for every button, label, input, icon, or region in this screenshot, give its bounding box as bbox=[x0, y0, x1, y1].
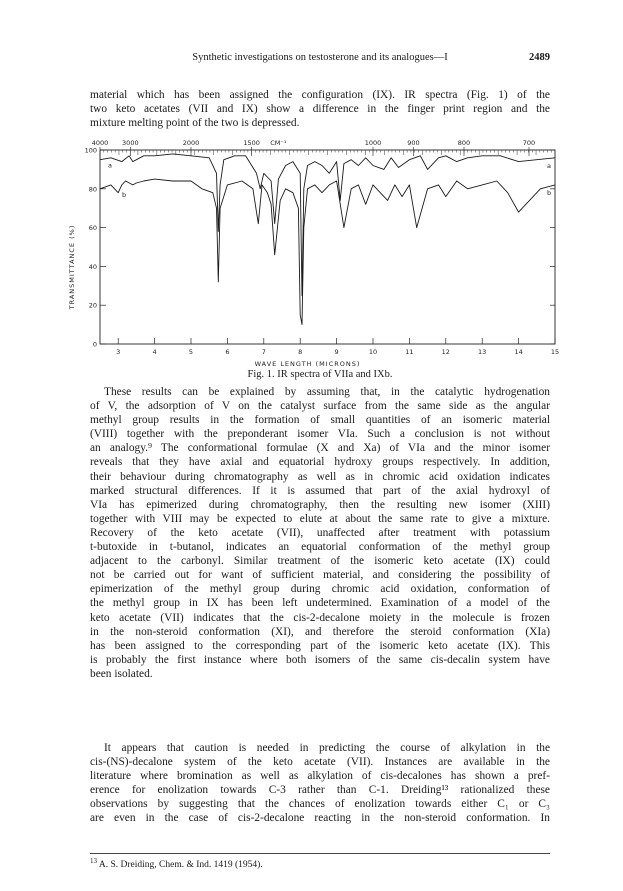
series-line-b bbox=[100, 179, 555, 325]
running-head-title: Synthetic investigations on testosterone and its analogues—I bbox=[192, 52, 448, 63]
x-tick-label: 4 bbox=[152, 348, 157, 356]
text-line: literature where bromination as well as alkylation of cis-decalones has shown a pref- bbox=[90, 770, 550, 783]
text-line: keto acetate (VII) indicates that the cis-2-decalone moiety in the molecule is frozen bbox=[90, 611, 550, 624]
top-tick-label: 800 bbox=[457, 139, 471, 147]
text-line: mixture melting point of the two is depressed. bbox=[90, 117, 300, 130]
x-tick-label: 12 bbox=[441, 348, 450, 356]
text-line: is probably the first instance where both isomers of the same cis-decalin system have bbox=[90, 653, 550, 666]
y-tick-label: 40 bbox=[88, 262, 97, 271]
text-line: methyl group results in the formation of small quantities of an isomeric material bbox=[90, 414, 550, 427]
text-line: in the non-steroid conformation (XI), and therefore the steroid conformation (XIa) bbox=[90, 625, 550, 638]
text-line: together with VIII may be expected to elute at about the same rate to give a mixture. bbox=[90, 512, 550, 525]
y-axis-label: TRANSMITTANCE (%) bbox=[68, 224, 76, 310]
y-tick-label: 0 bbox=[92, 340, 97, 349]
y-tick-label: 100 bbox=[84, 146, 97, 155]
y-tick-label: 20 bbox=[88, 301, 97, 310]
footnote bbox=[90, 853, 550, 870]
paragraph-discussion bbox=[90, 385, 550, 681]
top-tick-label: 700 bbox=[522, 139, 536, 147]
paragraph-alkylation bbox=[90, 741, 550, 826]
x-tick-label: 13 bbox=[478, 348, 487, 356]
text-line: an analogy.⁹ The conformational formulae (X and Xa) of VIa and the minor isomer bbox=[90, 442, 550, 455]
footnote-text: A. S. Dreiding, Chem. & Ind. 1419 (1954). bbox=[98, 860, 263, 871]
text-line: cis-(NS)-decalone system of the keto acetate (VII). Instances are available in the bbox=[90, 756, 550, 769]
text-line: their behaviour during chromatography as well as in chromic acid oxidation indicates bbox=[90, 470, 550, 483]
x-tick-label: 11 bbox=[405, 348, 414, 356]
text-line: not be carried out for want of sufficient material, and considering the possibility of bbox=[90, 569, 550, 582]
text-line: t-butoxide in t-butanol, indicates an equatorial conformation of the methyl group bbox=[90, 541, 550, 554]
x-axis-label: WAVE LENGTH (MICRONS) bbox=[254, 360, 361, 368]
series-label-b-left: b bbox=[122, 190, 127, 199]
series-line-a bbox=[100, 154, 555, 296]
text-line: erence for enolization towards C-3 rather than C-1. Dreiding¹³ rationalized these bbox=[90, 784, 550, 797]
x-tick-label: 10 bbox=[368, 348, 378, 356]
y-tick-label: 60 bbox=[88, 224, 97, 233]
running-head bbox=[90, 52, 550, 68]
x-tick-label: 3 bbox=[116, 348, 121, 356]
top-tick-label: 4000 bbox=[91, 139, 109, 147]
series-label-a-right: a bbox=[547, 161, 551, 170]
text-line: material which has been assigned the configuration (IX). IR spectra (Fig. 1) of the bbox=[90, 89, 550, 101]
y-tick-label: 80 bbox=[88, 185, 97, 194]
text-line: Recovery of the keto acetate (VII), unaffected after treatment with potassium bbox=[90, 526, 550, 539]
paragraph-intro bbox=[90, 88, 550, 130]
text-line: observations by suggesting that the chances of enolization towards either C₁ or C₃ bbox=[90, 798, 550, 811]
text-line: These results can be explained by assuming that, in the catalytic hydrogenation bbox=[104, 386, 550, 398]
top-axis-label: CM⁻¹ bbox=[270, 139, 287, 147]
x-tick-label: 14 bbox=[514, 348, 523, 356]
text-line: been isolated. bbox=[90, 667, 153, 680]
top-tick-label: 1000 bbox=[364, 139, 382, 147]
page-number: 2489 bbox=[529, 52, 550, 63]
footnote-number: 13 bbox=[90, 857, 97, 865]
top-tick-label: 900 bbox=[407, 139, 420, 147]
text-line: adjacent to the carbonyl. Similar treatment of the isomeric keto acetate (IX) could bbox=[90, 555, 550, 568]
text-line: epimerization of the methyl group during chromic acid oxidation, conformation of bbox=[90, 583, 550, 596]
x-tick-label: 5 bbox=[188, 348, 194, 356]
text-line: (VIII) together with the preponderant isomer VIa. Such a conclusion is not without bbox=[90, 428, 550, 441]
plot-frame bbox=[100, 150, 555, 344]
x-tick-label: 8 bbox=[298, 348, 303, 356]
figure-caption: Fig. 1. IR spectra of VIIa and IXb. bbox=[247, 369, 393, 380]
top-tick-label: 2000 bbox=[182, 139, 200, 147]
text-line: It appears that caution is needed in predicting the course of alkylation in the bbox=[104, 742, 550, 754]
x-tick-label: 15 bbox=[550, 348, 560, 356]
series-label-a-left: a bbox=[108, 161, 112, 170]
text-line: VIa has epimerized during chromatography, then the resulting new isomer (XIII) bbox=[90, 498, 550, 511]
text-line: of V, the adsorption of V on the catalyst surface from the same side as the angular bbox=[90, 400, 550, 413]
x-tick-label: 6 bbox=[225, 348, 230, 356]
text-line: reveals that they have axial and equatorial hydroxy groups respectively. In addition, bbox=[90, 456, 550, 469]
text-line: are even in the case of cis-2-decalone reacting in the non-steroid conformation. In bbox=[90, 812, 550, 825]
x-tick-label: 7 bbox=[261, 348, 266, 356]
text-line: marked structural differences. If it is assumed that part of the axial hydroxyl of bbox=[90, 484, 550, 497]
text-line: has been assigned to the corresponding part of the isomeric keto acetate (IX). This bbox=[90, 639, 550, 652]
text-line: the methyl group in IX has been left undetermined. Examination of a model of the bbox=[90, 597, 550, 610]
x-tick-label: 9 bbox=[334, 348, 339, 356]
ir-spectrum-chart bbox=[60, 136, 565, 371]
ir-spectrum-figure bbox=[60, 136, 565, 386]
series-label-b-right: b bbox=[547, 188, 552, 197]
text-line: two keto acetates (VII and IX) show a difference in the finger print region and the bbox=[90, 103, 550, 116]
top-tick-label: 3000 bbox=[122, 139, 139, 147]
top-tick-label: 1500 bbox=[243, 139, 260, 147]
